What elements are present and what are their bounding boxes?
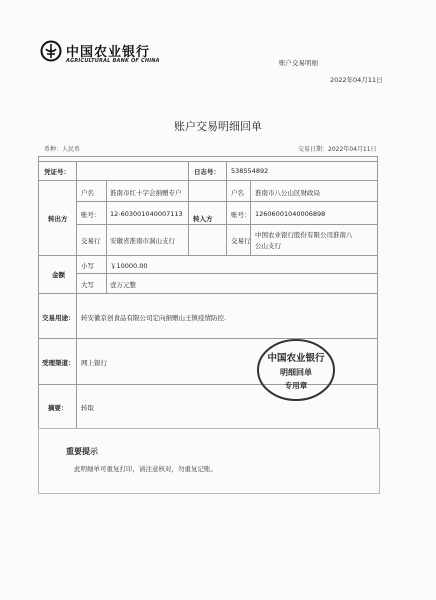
- payee-bank-line1: 中国农业银行股份有限公司淮南八: [255, 231, 353, 239]
- payer-account-label: 账号：: [81, 211, 101, 219]
- payee-name-label: 户名: [231, 189, 244, 197]
- remark-label: 交易用途：: [42, 314, 75, 322]
- bank-name-en: AGRICULTURAL BANK OF CHINA: [66, 58, 160, 64]
- amount-lower: ￥10000.00: [110, 262, 148, 270]
- currency-label: 币种：: [44, 146, 63, 153]
- currency-value: 人民币: [62, 146, 81, 153]
- doc-type: 账户交易明细: [279, 59, 318, 67]
- stamp-line1: 中国农业银行: [267, 353, 325, 364]
- payer-name-label: 户名: [81, 189, 94, 197]
- payee-bank-line2: 公山支行: [255, 242, 281, 250]
- payer-name: 淮南市红十字会捐赠专户: [110, 189, 182, 197]
- transaction-date: [298, 144, 377, 153]
- amount-lower-label: 小写: [81, 262, 94, 270]
- notice-box: [38, 428, 380, 494]
- payee-account: 12606001040006898: [255, 210, 326, 218]
- summary-value: 转取: [81, 404, 94, 412]
- payer-section-label: 转出方: [48, 215, 68, 223]
- payee-name: 淮南市八公山区财政局: [255, 189, 320, 197]
- header-date: 2022年04月11日: [330, 76, 383, 84]
- amount-upper-label: 大写: [81, 281, 94, 289]
- log-value: 538554892: [231, 167, 269, 175]
- payer-bank: 安徽省淮南市洞山支行: [110, 237, 175, 245]
- tx-date-value: 2022年04月11日: [328, 146, 377, 153]
- payee-account-label: 账号：: [231, 211, 251, 219]
- stamp-line2: 明细回单: [280, 368, 312, 377]
- bank-name-cn: 中国农业银行: [66, 45, 151, 60]
- bank-stamp: [256, 338, 336, 402]
- currency-info: [44, 144, 80, 153]
- notice-body: 此明细单可重复打印，请注意核对，勿重复记账。: [74, 465, 217, 473]
- notice-title: 重要提示: [66, 447, 98, 456]
- stamp-line3: 专用章: [284, 381, 308, 390]
- bank-logo-icon: [40, 40, 62, 62]
- channel-label: 受理渠道：: [42, 359, 75, 367]
- payer-account: 12-603001040007113: [110, 210, 183, 218]
- remark-value: 转安徽京创食品有限公司定向捐赠山王镇疫情防控.: [81, 314, 227, 322]
- amount-label: 金额: [52, 271, 65, 279]
- tx-date-label: 交易日期：: [298, 146, 329, 153]
- voucher-label: 凭证号：: [44, 168, 70, 176]
- payer-bank-label: 交易行: [81, 237, 101, 245]
- channel-value: 网上银行: [81, 359, 107, 367]
- payee-bank-label: 交易行: [231, 237, 251, 245]
- summary-label: 摘要：: [48, 404, 68, 412]
- log-label: 日志号：: [194, 168, 220, 176]
- amount-upper: 壹万元整: [110, 281, 136, 289]
- payee-section-label: 转入方: [193, 215, 213, 223]
- page-title: 账户交易明细回单: [174, 120, 262, 133]
